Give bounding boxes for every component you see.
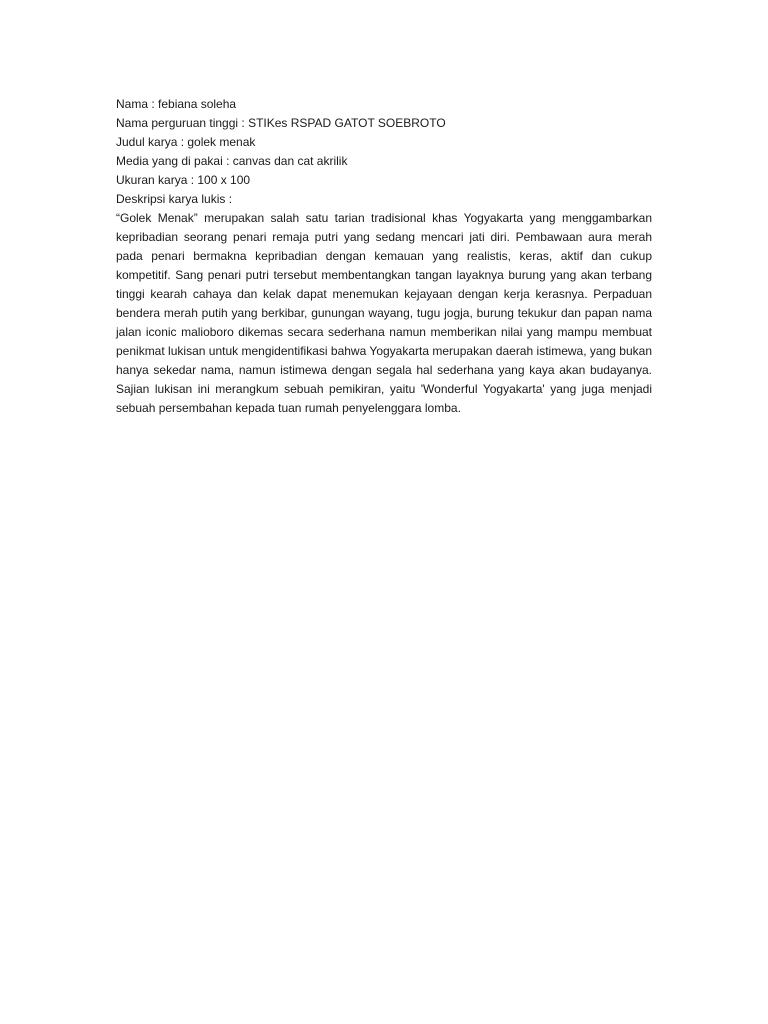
description-heading: Deskripsi karya lukis : (116, 192, 233, 206)
document-body (116, 95, 652, 418)
size-line: Ukuran karya : 100 x 100 (116, 173, 251, 187)
name-line: Nama : febiana soleha (116, 97, 237, 111)
media-line: Media yang di pakai : canvas dan cat akrilik (116, 154, 348, 168)
artwork-title-line: Judul karya : golek menak (116, 135, 256, 149)
description-paragraph: “Golek Menak” merupakan salah satu tarian tradisional khas Yogyakarta yang menggambarkan kepribadian seorang penari remaja putri yang sedang mencari jati diri. Pembawaan aura merah pada penari bermakna kepribadian dengan kemauan yang realistis, keras, aktif dan cukup kompetitif. Sang penari putri tersebut membentangkan tangan layaknya burung yang akan terbang tinggi kearah cahaya dan kelak dapat menemukan kejayaan dengan kerja kerasnya. Perpaduan bendera merah putih yang berkibar, gunungan wayang, tugu jogja, burung tekukur dan papan nama jalan iconic malioboro dikemas secara sederhana namun memberikan nilai yang mampu membuat penikmat lukisan untuk mengidentifikasi bahwa Yogyakarta merupakan daerah istimewa, yang bukan hanya sekedar nama, namun istimewa dengan segala hal sederhana yang kaya akan budayanya. Sajian lukisan ini merangkum sebuah pemikiran, yaitu 'Wonderful Yogyakarta' yang juga menjadi sebuah persembahan kepada tuan rumah penyelenggara lomba. (116, 211, 652, 415)
university-line: Nama perguruan tinggi : STIKes RSPAD GATOT SOEBROTO (116, 116, 446, 130)
